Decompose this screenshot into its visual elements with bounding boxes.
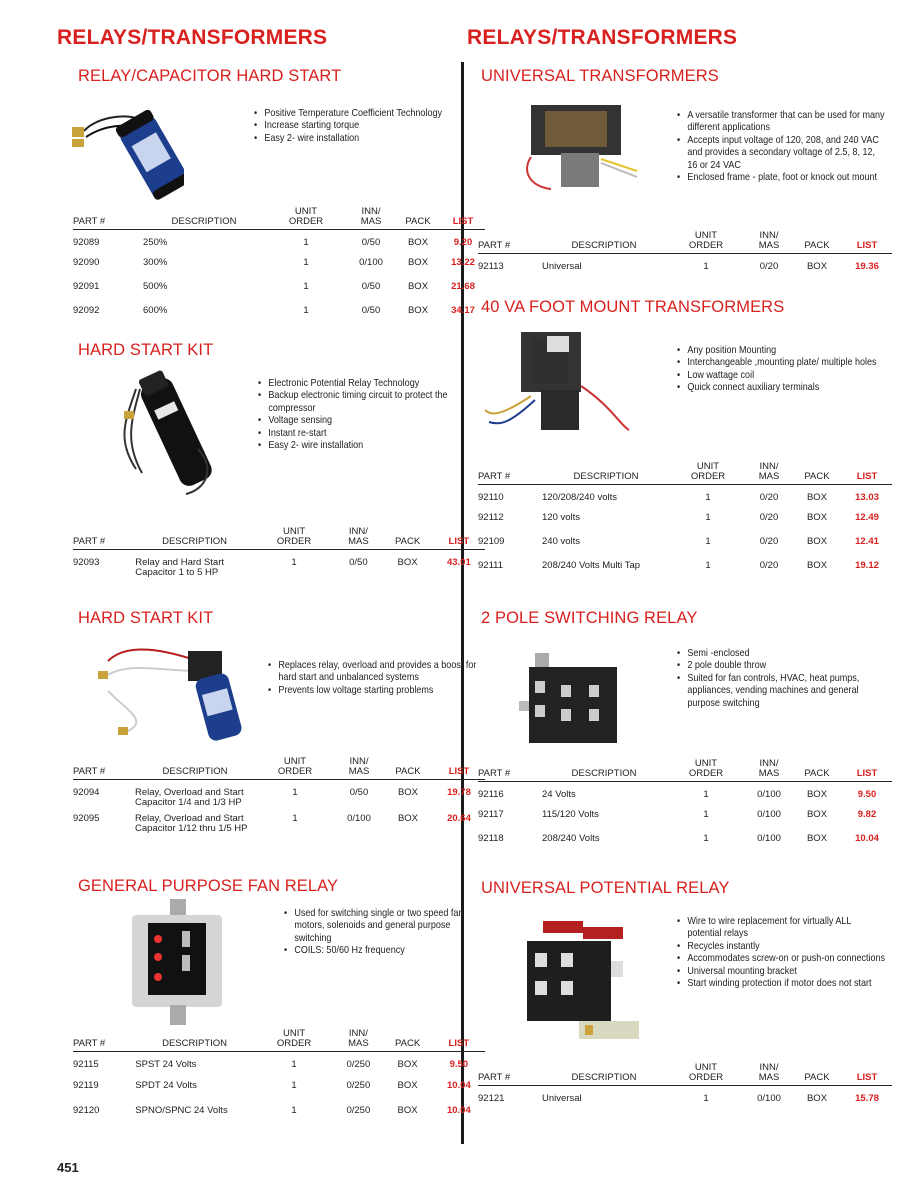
table-row [478, 806, 892, 830]
feature-bullet: • Prevents low voltage starting problems [268, 684, 478, 696]
pack: BOX [806, 832, 828, 844]
header-pack: PACK [804, 471, 830, 482]
list-price: 12.41 [855, 535, 879, 547]
inn-mas: 0/250 [346, 1059, 371, 1070]
header-description: DESCRIPTION [162, 766, 228, 777]
header-description: DESCRIPTION [162, 536, 228, 547]
inn-mas: 0/100 [757, 832, 781, 844]
table-row [478, 509, 892, 533]
feature-bullet: • Voltage sensing [258, 414, 468, 426]
header-inn-mas [746, 1063, 792, 1086]
pack: BOX [397, 1079, 418, 1091]
header-inn-mas-line: MAS [758, 240, 780, 251]
inn-mas: 0/250 [346, 1104, 371, 1116]
header-inn-mas [746, 231, 792, 254]
inn-mas: 0/50 [361, 280, 381, 292]
description: SPNO/SPNC 24 Volts [135, 1104, 228, 1116]
header-unit-order-line: ORDER [276, 536, 312, 547]
part-number: 92115 [73, 1059, 99, 1070]
section-title: HARD START KIT [78, 609, 214, 627]
header-part: PART # [478, 471, 511, 482]
section-title: 40 VA FOOT MOUNT TRANSFORMERS [481, 298, 785, 316]
header-inn-mas [347, 207, 395, 230]
feature-list [677, 647, 887, 709]
table-row [73, 230, 485, 254]
pack: BOX [806, 535, 828, 547]
list-price: 19.36 [855, 261, 879, 272]
pack: BOX [397, 1104, 418, 1116]
price-table [478, 1063, 892, 1108]
part-number: 92118 [478, 832, 504, 844]
feature-list [268, 659, 478, 696]
description: 208/240 Volts [542, 832, 600, 844]
unit-order: 1 [705, 535, 711, 547]
header-unit-order-line: UNIT [283, 756, 307, 767]
header-list: LIST [448, 536, 470, 547]
header-inn-mas [334, 1029, 382, 1052]
header-inn-mas-line: INN/ [759, 230, 779, 241]
pack: BOX [806, 789, 828, 800]
pack: BOX [397, 1059, 418, 1070]
part-number: 92089 [73, 237, 100, 248]
header-part: PART # [73, 766, 106, 777]
page-title-left: RELAYS/TRANSFORMERS [57, 26, 328, 49]
part-number: 92111 [478, 559, 504, 571]
unit-order: 1 [291, 557, 297, 568]
header-pack: PACK [804, 1072, 830, 1083]
unit-order: 1 [703, 808, 709, 820]
header-part: PART # [73, 536, 106, 547]
header-unit-order-line: UNIT [696, 461, 720, 472]
price-table [478, 462, 892, 581]
header-unit-order-line: ORDER [688, 1072, 724, 1083]
part-number: 92092 [73, 304, 100, 316]
header-unit-order-line: ORDER [688, 240, 724, 251]
feature-bullet: • 2 pole double throw [677, 659, 887, 671]
inn-mas: 0/20 [759, 511, 779, 523]
unit-order: 1 [703, 1093, 709, 1104]
table-row [73, 254, 485, 278]
description: 250% [143, 237, 168, 248]
description: SPDT 24 Volts [135, 1079, 197, 1091]
header-unit-order-line: UNIT [282, 526, 306, 537]
feature-bullet: • Recycles instantly [677, 940, 887, 952]
header-list: LIST [448, 1038, 470, 1049]
unit-order: 1 [303, 280, 309, 292]
product-photo [88, 631, 248, 746]
feature-bullet: • Low wattage coil [677, 369, 887, 381]
feature-bullet: • Used for switching single or two speed fan motors, solenoids and general purpose switching [284, 907, 489, 944]
header-unit-order-line: UNIT [282, 1028, 306, 1039]
header-inn-mas-line: MAS [348, 536, 369, 547]
unit-order: 1 [303, 256, 309, 268]
header-inn-mas [334, 527, 382, 550]
section-title: RELAY/CAPACITOR HARD START [78, 67, 342, 85]
price-table [478, 231, 892, 276]
header-inn-mas-line: MAS [348, 1038, 369, 1049]
header-inn-mas [746, 759, 792, 782]
feature-bullet: • Increase starting torque [254, 119, 464, 131]
part-number: 92094 [73, 787, 100, 798]
header-unit-order [254, 527, 334, 550]
feature-list [677, 344, 887, 394]
list-price: 20.64 [447, 812, 471, 824]
price-table [73, 527, 485, 578]
table-row [478, 782, 892, 806]
header-pack: PACK [395, 536, 421, 547]
description: 120 volts [542, 511, 581, 523]
table-row [478, 830, 892, 854]
part-number: 92109 [478, 535, 505, 547]
description: 24 Volts [542, 789, 576, 800]
header-pack: PACK [395, 1038, 421, 1049]
description: Relay and Hard Start Capacitor 1 to 5 HP [135, 557, 225, 578]
header-inn-mas-line: INN/ [759, 461, 779, 472]
description: 500% [143, 280, 168, 292]
header-inn-mas-line: MAS [758, 1072, 780, 1083]
list-price: 13.03 [855, 492, 879, 503]
header-inn-mas-line: MAS [360, 216, 382, 227]
table-row [73, 1102, 485, 1127]
description: 300% [143, 256, 168, 268]
table-row [73, 1077, 485, 1102]
feature-bullet: • Easy 2- wire installation [254, 132, 464, 144]
feature-bullet: • Electronic Potential Relay Technology [258, 377, 468, 389]
feature-list [677, 915, 887, 989]
description: 240 volts [542, 535, 581, 547]
page-title-right: RELAYS/TRANSFORMERS [467, 26, 738, 49]
feature-bullet: • COILS: 50/60 Hz frequency [284, 944, 489, 956]
part-number: 92119 [73, 1079, 99, 1091]
list-price: 43.01 [446, 557, 471, 568]
table-row [73, 1052, 485, 1077]
feature-list [258, 377, 468, 451]
table-row [478, 533, 892, 557]
pack: BOX [407, 237, 429, 248]
product-photo [122, 897, 232, 1032]
pack: BOX [407, 256, 429, 268]
feature-bullet: • Backup electronic timing circuit to protect the compressor [258, 389, 468, 414]
table-row [478, 254, 892, 276]
description: 120/208/240 volts [542, 492, 618, 503]
unit-order: 1 [291, 1079, 297, 1091]
feature-bullet: • Enclosed frame - plate, foot or knock out mount [677, 171, 887, 183]
header-description: DESCRIPTION [171, 216, 237, 227]
table-row [478, 557, 892, 581]
feature-bullet: • Any position Mounting [677, 344, 887, 356]
list-price: 9.20 [453, 237, 473, 248]
list-price: 13.22 [451, 256, 475, 268]
header-part: PART # [478, 1072, 511, 1083]
header-description: DESCRIPTION [573, 471, 639, 482]
header-unit-order [254, 1029, 334, 1052]
header-inn-mas [335, 757, 383, 780]
pack: BOX [806, 808, 828, 820]
price-table [73, 207, 485, 326]
header-inn-mas [746, 462, 792, 485]
table-row [73, 780, 485, 810]
product-photo [511, 97, 641, 202]
header-part: PART # [73, 216, 106, 227]
header-list: LIST [452, 216, 474, 227]
inn-mas: 0/50 [349, 787, 369, 798]
description: Universal [542, 1093, 582, 1104]
header-inn-mas-line: INN/ [361, 206, 381, 217]
inn-mas: 0/100 [757, 808, 781, 820]
header-unit-order-line: ORDER [277, 766, 313, 777]
feature-bullet: • Quick connect auxiliary terminals [677, 381, 887, 393]
header-unit-order-line: ORDER [688, 768, 724, 779]
unit-order: 1 [705, 559, 711, 571]
feature-bullet: • Interchangeable ,mounting plate/ multiple holes [677, 356, 887, 368]
header-part: PART # [478, 768, 511, 779]
product-photo [481, 326, 631, 451]
list-price: 9.50 [857, 789, 877, 800]
feature-list [677, 109, 887, 183]
inn-mas: 0/100 [359, 256, 383, 268]
header-inn-mas-line: MAS [758, 471, 780, 482]
feature-bullet: • Instant re-start [258, 427, 468, 439]
header-description: DESCRIPTION [162, 1038, 228, 1049]
feature-bullet: • Wire to wire replacement for virtually ALL potential relays [677, 915, 887, 940]
inn-mas: 0/20 [759, 261, 779, 272]
part-number: 92091 [73, 280, 100, 292]
table-row [73, 278, 485, 302]
header-inn-mas-line: INN/ [759, 1062, 779, 1073]
inn-mas: 0/100 [757, 789, 781, 800]
inn-mas: 0/50 [349, 557, 368, 568]
header-pack: PACK [804, 240, 830, 251]
table-row [478, 485, 892, 509]
header-pack: PACK [395, 766, 421, 777]
header-list: LIST [856, 240, 878, 251]
price-table [478, 759, 892, 854]
header-inn-mas-line: INN/ [348, 526, 368, 537]
unit-order: 1 [705, 511, 711, 523]
pack: BOX [397, 812, 419, 824]
header-description: DESCRIPTION [571, 768, 637, 779]
description: SPST 24 Volts [135, 1059, 197, 1070]
feature-bullet: • Suited for fan controls, HVAC, heat pumps, appliances, vending machines and general purpose switching [677, 672, 887, 709]
feature-bullet: • Semi -enclosed [677, 647, 887, 659]
unit-order: 1 [291, 1059, 297, 1070]
pack: BOX [806, 261, 828, 272]
feature-bullet: • Accepts input voltage of 120, 208, and 240 VAC and provides a secondary voltage of 2.5, 8, 12, 16 or 24 VAC [677, 134, 887, 171]
header-unit-order [265, 207, 347, 230]
unit-order: 1 [292, 787, 298, 798]
table-row [478, 1086, 892, 1108]
table-row [73, 550, 485, 579]
table-row [73, 302, 485, 326]
part-number: 92090 [73, 256, 100, 268]
inn-mas: 0/20 [759, 559, 779, 571]
pack: BOX [806, 492, 828, 503]
list-price: 10.04 [446, 1079, 471, 1091]
header-unit-order-line: ORDER [288, 216, 324, 227]
list-price: 15.78 [855, 1093, 879, 1104]
header-unit-order [666, 231, 746, 254]
header-list: LIST [856, 768, 878, 779]
unit-order: 1 [705, 492, 711, 503]
list-price: 21.68 [451, 280, 475, 292]
header-unit-order-line: UNIT [694, 230, 718, 241]
product-photo [517, 645, 627, 760]
feature-bullet: • A versatile transformer that can be used for many different applications [677, 109, 887, 134]
list-price: 12.49 [855, 511, 879, 523]
product-photo [64, 91, 184, 216]
list-price: 9.82 [857, 808, 877, 820]
header-unit-order [255, 757, 335, 780]
header-inn-mas-line: INN/ [349, 756, 369, 767]
unit-order: 1 [303, 237, 309, 248]
unit-order: 1 [703, 789, 709, 800]
list-price: 10.04 [446, 1104, 471, 1116]
inn-mas: 0/20 [759, 492, 779, 503]
header-unit-order-line: UNIT [694, 1062, 718, 1073]
unit-order: 1 [292, 812, 298, 824]
description: 600% [143, 304, 168, 316]
feature-list [284, 907, 489, 957]
part-number: 92112 [478, 511, 504, 523]
list-price: 9.50 [449, 1059, 469, 1070]
product-photo [513, 913, 643, 1048]
pack: BOX [407, 304, 429, 316]
part-number: 92121 [478, 1093, 505, 1104]
unit-order: 1 [291, 1104, 297, 1116]
unit-order: 1 [703, 832, 709, 844]
product-photo [106, 359, 226, 504]
header-unit-order [670, 462, 746, 485]
feature-bullet: • Start winding protection if motor does not start [677, 977, 887, 989]
pack: BOX [806, 511, 828, 523]
header-inn-mas-line: INN/ [348, 1028, 368, 1039]
list-price: 10.04 [855, 832, 879, 844]
header-unit-order-line: ORDER [276, 1038, 312, 1049]
feature-bullet: • Replaces relay, overload and provides a boost for hard start and unbalanced systems [268, 659, 478, 684]
section-title: 2 POLE SWITCHING RELAY [481, 609, 698, 627]
page-number: 451 [57, 1160, 79, 1175]
inn-mas: 0/50 [361, 237, 381, 248]
part-number: 92113 [478, 261, 504, 272]
part-number: 92120 [73, 1104, 100, 1116]
header-part: PART # [73, 1038, 106, 1049]
inn-mas: 0/20 [759, 535, 779, 547]
header-part: PART # [478, 240, 511, 251]
header-unit-order-line: ORDER [690, 471, 726, 482]
header-unit-order-line: UNIT [694, 758, 718, 769]
pack: BOX [407, 280, 429, 292]
feature-bullet: • Easy 2- wire installation [258, 439, 468, 451]
description: 208/240 Volts Multi Tap [542, 559, 641, 571]
pack: BOX [397, 557, 418, 568]
header-pack: PACK [804, 768, 830, 779]
header-list: LIST [856, 471, 878, 482]
pack: BOX [397, 787, 419, 798]
list-price: 34.17 [451, 304, 475, 316]
header-list: LIST [856, 1072, 878, 1083]
inn-mas: 0/50 [361, 304, 381, 316]
pack: BOX [806, 1093, 828, 1104]
feature-list [254, 107, 464, 144]
header-description: DESCRIPTION [571, 1072, 637, 1083]
part-number: 92116 [478, 789, 504, 800]
section-title: GENERAL PURPOSE FAN RELAY [78, 877, 339, 895]
pack: BOX [806, 559, 828, 571]
unit-order: 1 [703, 261, 709, 272]
table-row [73, 810, 485, 840]
list-price: 19.12 [855, 559, 879, 571]
part-number: 92093 [73, 557, 100, 568]
header-inn-mas-line: INN/ [759, 758, 779, 769]
header-pack: PACK [405, 216, 431, 227]
header-unit-order [666, 1063, 746, 1086]
feature-bullet: • Positive Temperature Coefficient Technology [254, 107, 464, 119]
unit-order: 1 [303, 304, 309, 316]
part-number: 92095 [73, 812, 100, 824]
part-number: 92110 [478, 492, 504, 503]
header-inn-mas-line: MAS [348, 766, 370, 777]
description: 115/120 Volts [542, 808, 599, 820]
price-table [73, 1029, 485, 1127]
inn-mas: 0/100 [757, 1093, 781, 1104]
section-title: UNIVERSAL POTENTIAL RELAY [481, 879, 730, 897]
description: Universal [542, 261, 582, 272]
inn-mas: 0/250 [346, 1079, 371, 1091]
header-description: DESCRIPTION [571, 240, 637, 251]
section-title: UNIVERSAL TRANSFORMERS [481, 67, 719, 85]
description: Relay, Overload and Start Capacitor 1/4 and 1/3 HP [135, 787, 244, 808]
feature-bullet: • Accommodates screw-on or push-on connections [677, 952, 887, 964]
feature-bullet: • Universal mounting bracket [677, 965, 887, 977]
header-list: LIST [448, 766, 470, 777]
section-title: HARD START KIT [78, 341, 214, 359]
header-unit-order-line: UNIT [294, 206, 318, 217]
price-table [73, 757, 485, 840]
list-price: 19.78 [447, 787, 471, 798]
inn-mas: 0/100 [347, 812, 371, 824]
part-number: 92117 [478, 808, 504, 820]
description: Relay, Overload and Start Capacitor 1/12 thru 1/5 HP [135, 812, 248, 834]
header-unit-order [666, 759, 746, 782]
header-inn-mas-line: MAS [758, 768, 780, 779]
